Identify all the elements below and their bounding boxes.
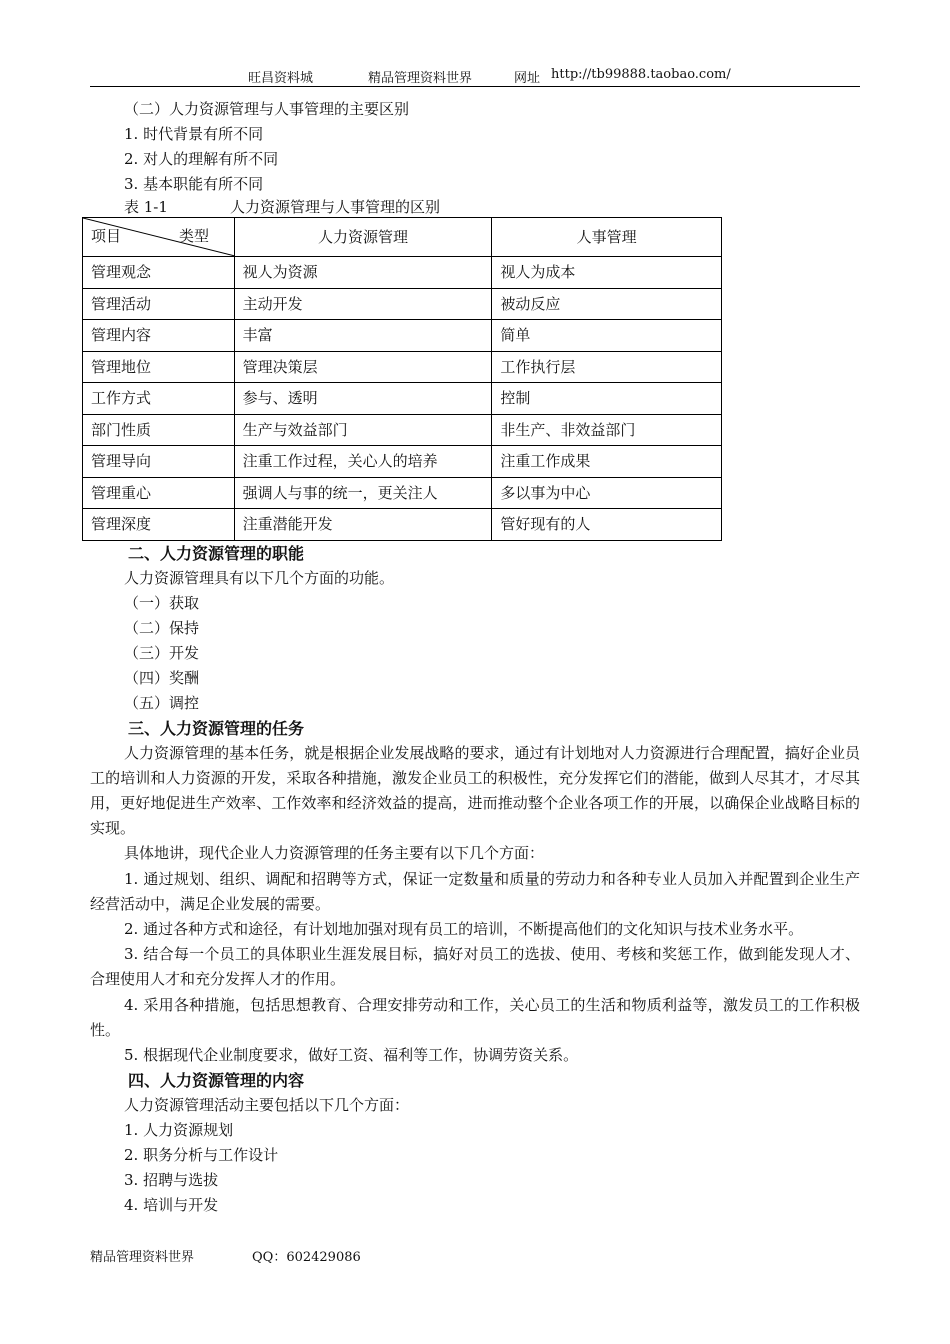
list-item: （四）奖酬	[124, 668, 200, 687]
list-item: （一）获取	[124, 593, 200, 612]
paragraph: 1. 通过规划、组织、调配和招聘等方式，保证一定数量和质量的劳动力和各种专业人员加入并配置到企业生产经营活动中，满足企业发展的需要。	[90, 869, 860, 913]
table-row	[83, 257, 722, 289]
table-title: 人力资源管理与人事管理的区别	[229, 198, 440, 216]
hrm-cell: 参与、透明	[234, 383, 492, 415]
comparison-table	[82, 217, 722, 541]
row-label: 工作方式	[83, 383, 235, 415]
row-label: 管理重心	[83, 477, 235, 509]
list-item: 1. 人力资源规划	[124, 1121, 234, 1140]
pm-cell: 控制	[492, 383, 722, 415]
list-item: 3. 招聘与选拔	[124, 1171, 219, 1190]
pm-cell: 视人为成本	[492, 257, 722, 289]
paragraph: 2. 通过各种方式和途径，有计划地加强对现有员工的培训，不断提高他们的文化知识与技术业务水平。	[124, 919, 804, 938]
pm-cell: 管好现有的人	[492, 509, 722, 541]
corner-label-type: 类型	[179, 227, 210, 245]
row-label: 管理观念	[83, 257, 235, 289]
corner-label-item: 项目	[91, 227, 122, 245]
row-label: 管理导向	[83, 446, 235, 478]
row-label: 管理内容	[83, 320, 235, 352]
table-row	[83, 446, 722, 478]
column-header-pm: 人事管理	[492, 218, 722, 257]
table-caption	[90, 197, 860, 217]
row-label: 管理活动	[83, 288, 235, 320]
table-row	[83, 288, 722, 320]
table-row	[83, 509, 722, 541]
pm-cell: 简单	[492, 320, 722, 352]
subsection-heading: （二）人力资源管理与人事管理的主要区别	[124, 100, 410, 118]
paragraph: 人力资源管理的基本任务，就是根据企业发展战略的要求，通过有计划地对人力资源进行合理配置，搞好企业员工的培训和人力资源的开发，采取各种措施，激发企业员工的积极性，充分发挥它们的潜能，做到人尽其才，才尽其用，更好地促进生产效率、工作效率和经济效益的提高，进而推动整个企业各项工作的开展，以确保企业战略目标的实现。	[90, 743, 860, 838]
table-row	[83, 414, 722, 446]
section-intro: 人力资源管理活动主要包括以下几个方面：	[124, 1096, 410, 1115]
hrm-cell: 主动开发	[234, 288, 492, 320]
list-item: （三）开发	[124, 643, 200, 662]
header-world-name: 精品管理资料世界	[368, 71, 473, 86]
section-heading-contents: 四、人力资源管理的内容	[128, 1071, 305, 1091]
list-item: 1. 时代背景有所不同	[124, 125, 264, 143]
header-url-link[interactable]: http://tb99888.taobao.com/	[551, 67, 731, 82]
list-item: （五）调控	[124, 693, 200, 712]
footer-qq: QQ：602429086	[252, 1250, 361, 1265]
row-label: 部门性质	[83, 414, 235, 446]
table-header-row	[83, 218, 722, 257]
diagonal-header-cell	[83, 218, 235, 257]
hrm-cell: 强调人与事的统一，更关注人	[234, 477, 492, 509]
list-item: 2. 对人的理解有所不同	[124, 150, 279, 168]
table-label: 表 1-1	[124, 198, 168, 216]
pm-cell: 注重工作成果	[492, 446, 722, 478]
row-label: 管理深度	[83, 509, 235, 541]
paragraph: 具体地讲，现代企业人力资源管理的任务主要有以下几个方面：	[124, 844, 545, 863]
list-item: （二）保持	[124, 618, 200, 637]
hrm-cell: 注重工作过程，关心人的培养	[234, 446, 492, 478]
list-item: 3. 基本职能有所不同	[124, 175, 264, 193]
pm-cell: 被动反应	[492, 288, 722, 320]
footer-world-name: 精品管理资料世界	[90, 1250, 195, 1265]
list-item: 4. 培训与开发	[124, 1196, 219, 1215]
section-heading-tasks: 三、人力资源管理的任务	[128, 718, 305, 738]
pm-cell: 非生产、非效益部门	[492, 414, 722, 446]
hrm-cell: 注重潜能开发	[234, 509, 492, 541]
table-row	[83, 351, 722, 383]
hrm-cell: 生产与效益部门	[234, 414, 492, 446]
table-row	[83, 383, 722, 415]
page-header	[90, 66, 860, 87]
header-shop-name: 旺昌资料城	[248, 71, 314, 86]
page-footer	[90, 1246, 361, 1265]
section-intro: 人力资源管理具有以下几个方面的功能。	[124, 568, 395, 587]
hrm-cell: 视人为资源	[234, 257, 492, 289]
pm-cell: 工作执行层	[492, 351, 722, 383]
pm-cell: 多以事为中心	[492, 477, 722, 509]
paragraph: 4. 采用各种措施，包括思想教育、合理安排劳动和工作，关心员工的生活和物质利益等，激发员工的工作积极性。	[90, 995, 860, 1039]
paragraph: 3. 结合每一个员工的具体职业生涯发展目标，搞好对员工的选拔、使用、考核和奖惩工作，做到能发现人才、合理使用人才和充分发挥人才的作用。	[90, 945, 860, 989]
table-row	[83, 320, 722, 352]
list-item: 2. 职务分析与工作设计	[124, 1146, 279, 1165]
section-heading-functions: 二、人力资源管理的职能	[128, 543, 305, 563]
hrm-cell: 管理决策层	[234, 351, 492, 383]
document-body	[90, 97, 860, 1218]
table-row	[83, 477, 722, 509]
header-url-label: 网址	[514, 71, 541, 86]
column-header-hrm: 人力资源管理	[234, 218, 492, 257]
hrm-cell: 丰富	[234, 320, 492, 352]
row-label: 管理地位	[83, 351, 235, 383]
paragraph: 5. 根据现代企业制度要求，做好工资、福利等工作，协调劳资关系。	[124, 1045, 579, 1064]
